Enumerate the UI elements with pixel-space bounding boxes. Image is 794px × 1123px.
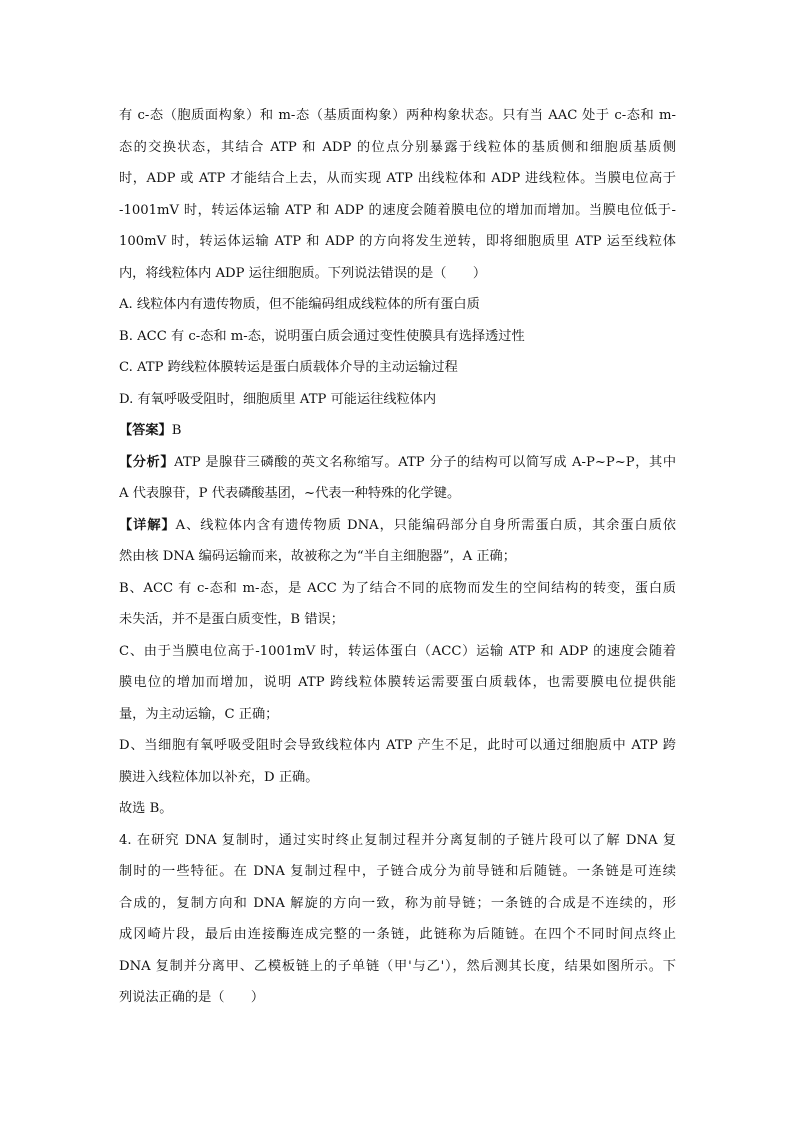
option-d: D. 有氧呼吸受阻时，细胞质里 ATP 可能运往线粒体内 bbox=[119, 391, 437, 407]
document-content bbox=[119, 100, 676, 1014]
analysis-tag: 【分析】 bbox=[119, 454, 175, 470]
answer-line bbox=[119, 415, 676, 447]
question4-line: 4. 在研究 DNA 复制时，通过实时终止复制过程并分离复制的子链片段可以了解 DNA 复 bbox=[119, 832, 676, 848]
question4-line: 合成的，复制方向和 DNA 解旋的方向一致，称为前导链；一条链的合成是不连续的，形 bbox=[119, 895, 676, 911]
analysis-text: ATP 是腺苷三磷酸的英文名称缩写。ATP 分子的结构可以简写成 A-P~P~P，其中 bbox=[174, 454, 676, 470]
details-line bbox=[119, 510, 676, 542]
analysis-line bbox=[119, 447, 676, 479]
answer-tag: 【答案】 bbox=[119, 423, 172, 438]
question4-line: 列说法正确的是（ ） bbox=[119, 990, 265, 1005]
passage-line: -1001mV 时，转运体运输 ATP 和 ADP 的速度会随着膜电位的增加而增加。当膜电位低于- bbox=[119, 202, 676, 218]
details-line: 然由核 DNA 编码运输而来，故被称之为“半自主细胞器”，A 正确； bbox=[119, 549, 516, 564]
details-tag: 【详解】 bbox=[119, 517, 176, 533]
details-line: 未失活，并不是蛋白质变性，B 错误； bbox=[119, 612, 344, 627]
answer-value: B bbox=[171, 423, 182, 438]
passage-line: 态的交换状态，其结合 ATP 和 ADP 的位点分别暴露于线粒体的基质侧和细胞质基质侧 bbox=[119, 139, 676, 155]
question4-line: 成冈崎片段，最后由连接酶连成完整的一条链，此链称为后随链。在四个不同时间点终止 bbox=[119, 927, 676, 942]
details-line: 膜进入线粒体加以补充，D 正确。 bbox=[119, 769, 319, 785]
conclusion-line: 故选 B。 bbox=[119, 801, 173, 816]
details-line: 量，为主动运输，C 正确； bbox=[119, 706, 279, 722]
details-line: C、由于当膜电位高于-1001mV 时，转运体蛋白（ACC）运输 ATP 和 ADP 的速度会随着 bbox=[119, 643, 676, 659]
analysis-line: A 代表腺苷，P 代表磷酸基团，~代表一种特殊的化学键。 bbox=[119, 486, 461, 501]
option-c: C. ATP 跨线粒体膜转运是蛋白质载体介导的主动运输过程 bbox=[119, 360, 458, 375]
details-line: B、ACC 有 c-态和 m-态，是 ACC 为了结合不同的底物而发生的空间结构的转变，蛋白质 bbox=[119, 580, 676, 596]
details-line: D、当细胞有氧呼吸受阻时会导致线粒体内 ATP 产生不足，此时可以通过细胞质中 ATP 跨 bbox=[119, 738, 676, 753]
passage-line: 内，将线粒体内 ADP 运往细胞质。下列说法错误的是（ ） bbox=[119, 265, 487, 281]
passage-line: 有 c-态（胞质面构象）和 m-态（基质面构象）两种构象状态。只有当 AAC 处于 c-态和 m- bbox=[119, 108, 676, 123]
question4-line: DNA 复制并分离甲、乙模板链上的子单链（甲'与乙'），然后测其长度，结果如图所示。下 bbox=[119, 958, 676, 974]
option-b: B. ACC 有 c-态和 m-态，说明蛋白质会通过变性使膜具有选择透过性 bbox=[119, 328, 525, 344]
passage-line: 时，ADP 或 ATP 才能结合上去，从而实现 ATP 出线粒体和 ADP 进线粒体。当膜电位高于 bbox=[119, 171, 676, 186]
details-text: A、线粒体内含有遗传物质 DNA，只能编码部分自身所需蛋白质，其余蛋白质依 bbox=[175, 517, 676, 533]
question4-line: 制时的一些特征。在 DNA 复制过程中，子链合成分为前导链和后随链。一条链是可连续 bbox=[119, 864, 676, 879]
details-line: 膜电位的增加而增加，说明 ATP 跨线粒体膜转运需要蛋白质载体，也需要膜电位提供能 bbox=[119, 675, 676, 690]
passage-line: 100mV 时，转运体运输 ATP 和 ADP 的方向将发生逆转，即将细胞质里 ATP 运至线粒体 bbox=[119, 234, 676, 249]
option-a: A. 线粒体内有遗传物质，但不能编码组成线粒体的所有蛋白质 bbox=[119, 297, 480, 312]
